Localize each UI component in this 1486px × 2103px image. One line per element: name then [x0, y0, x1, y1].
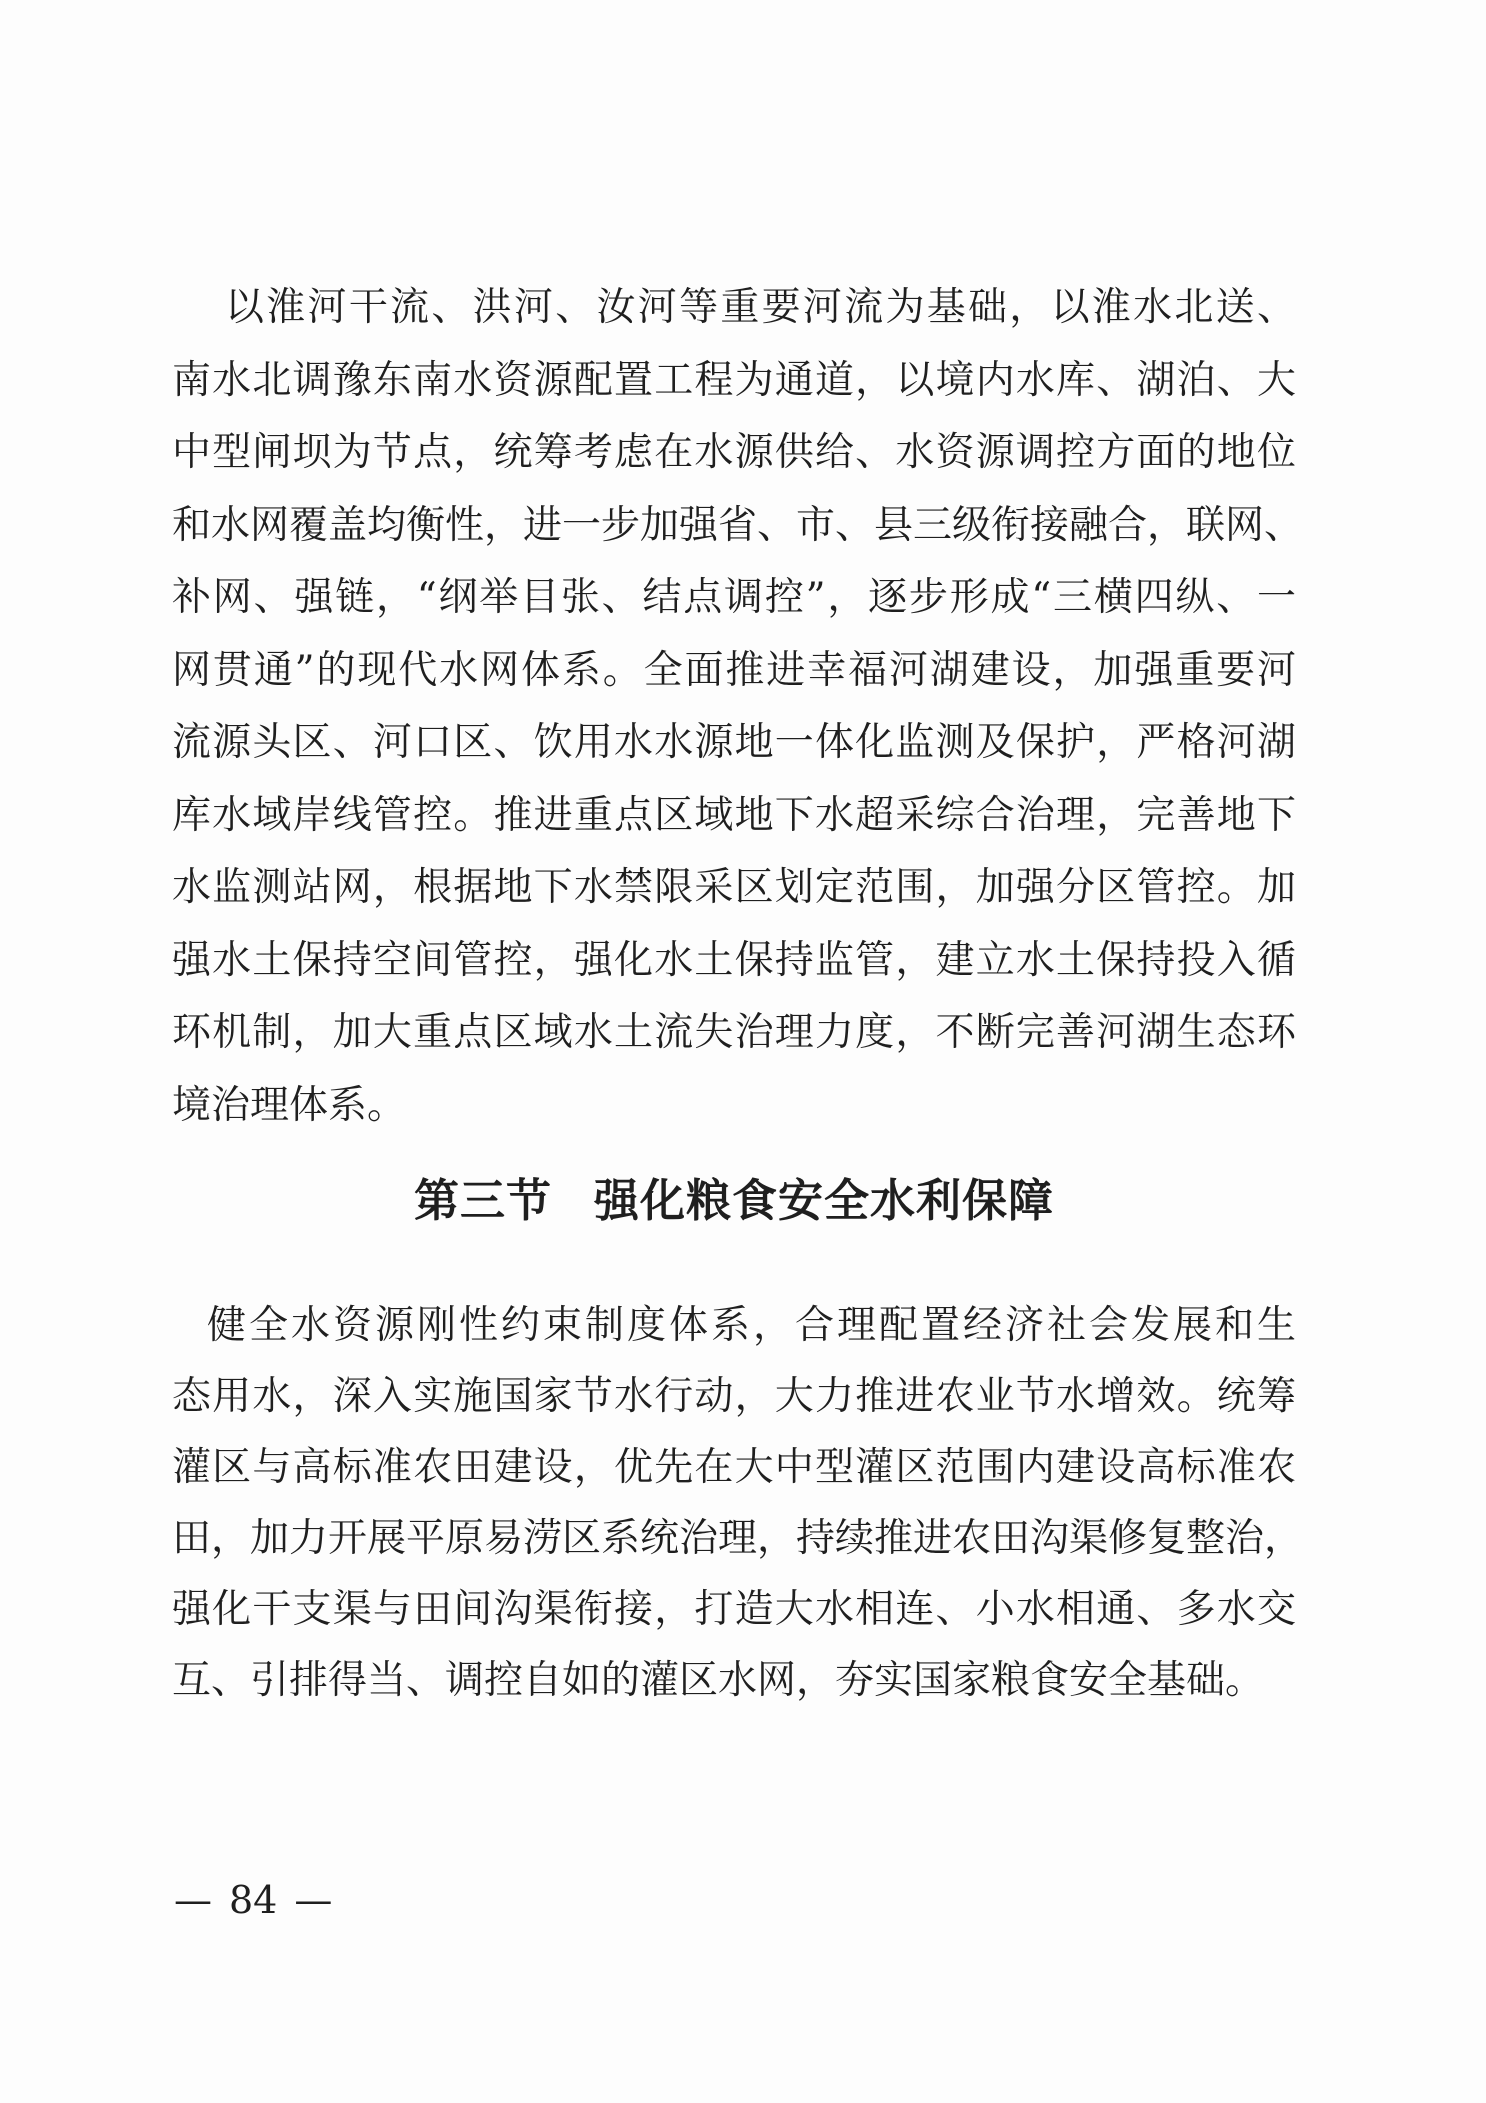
paragraph-1	[172, 272, 1304, 1142]
text-line: 态用水，深入实施国家节水行动，大力推进农业节水增效。统筹	[172, 1374, 1296, 1419]
text-line: 中型闸坝为节点，统筹考虑在水源供给、水资源调控方面的地位	[172, 430, 1296, 475]
text-line: 和水网覆盖均衡性，进一步加强省、市、县三级衔接融合，联网、	[172, 502, 1304, 548]
text-line: 南水北调豫东南水资源配置工程为通道，以境内水库、湖泊、大	[172, 357, 1296, 403]
text-line: 网贯通”的现代水网体系。全面推进幸福河湖建设，加强重要河	[172, 647, 1296, 693]
text-line: 健全水资源刚性约束制度体系，合理配置经济社会发展和生	[207, 1303, 1296, 1348]
text-line: 补网、强链，“纲举目张、结点调控”，逐步形成“三横四纵、一	[172, 575, 1296, 620]
page-footer	[174, 1878, 332, 1922]
text-line: 以淮河干流、洪河、汝河等重要河流为基础，以淮水北送、	[225, 285, 1296, 330]
section-title: 强化粮食安全水利保障	[594, 1174, 1055, 1227]
footer-dash-left: —	[174, 1878, 212, 1922]
text-line: 灌区与高标准农田建设，优先在大中型灌区范围内建设高标准农	[172, 1445, 1296, 1490]
text-line: 境治理体系。	[172, 1082, 407, 1128]
text-line: 环机制，加大重点区域水土流失治理力度，不断完善河湖生态环	[172, 1010, 1296, 1055]
text-line: 流源头区、河口区、饮用水水源地一体化监测及保护，严格河湖	[172, 720, 1296, 765]
section-number: 第三节	[413, 1174, 552, 1227]
text-line: 水监测站网，根据地下水禁限采区划定范围，加强分区管控。加	[172, 865, 1296, 910]
text-column	[172, 272, 1304, 1716]
paragraph-2	[172, 1290, 1304, 1716]
text-line: 强化干支渠与田间沟渠衔接，打造大水相连、小水相通、多水交	[172, 1587, 1296, 1632]
text-line: 库水域岸线管控。推进重点区域地下水超采综合治理，完善地下	[172, 792, 1296, 838]
text-line: 强水土保持空间管控，强化水土保持监管，建立水土保持投入循	[172, 937, 1296, 983]
page-number: 84	[229, 1878, 278, 1922]
section-heading	[172, 1166, 1296, 1236]
text-line: 互、引排得当、调控自如的灌区水网，夯实国家粮食安全基础。	[172, 1658, 1265, 1703]
footer-dash-right: —	[294, 1878, 333, 1922]
text-line: 田，加力开展平原易涝区系统治理，持续推进农田沟渠修复整治，	[172, 1516, 1304, 1561]
